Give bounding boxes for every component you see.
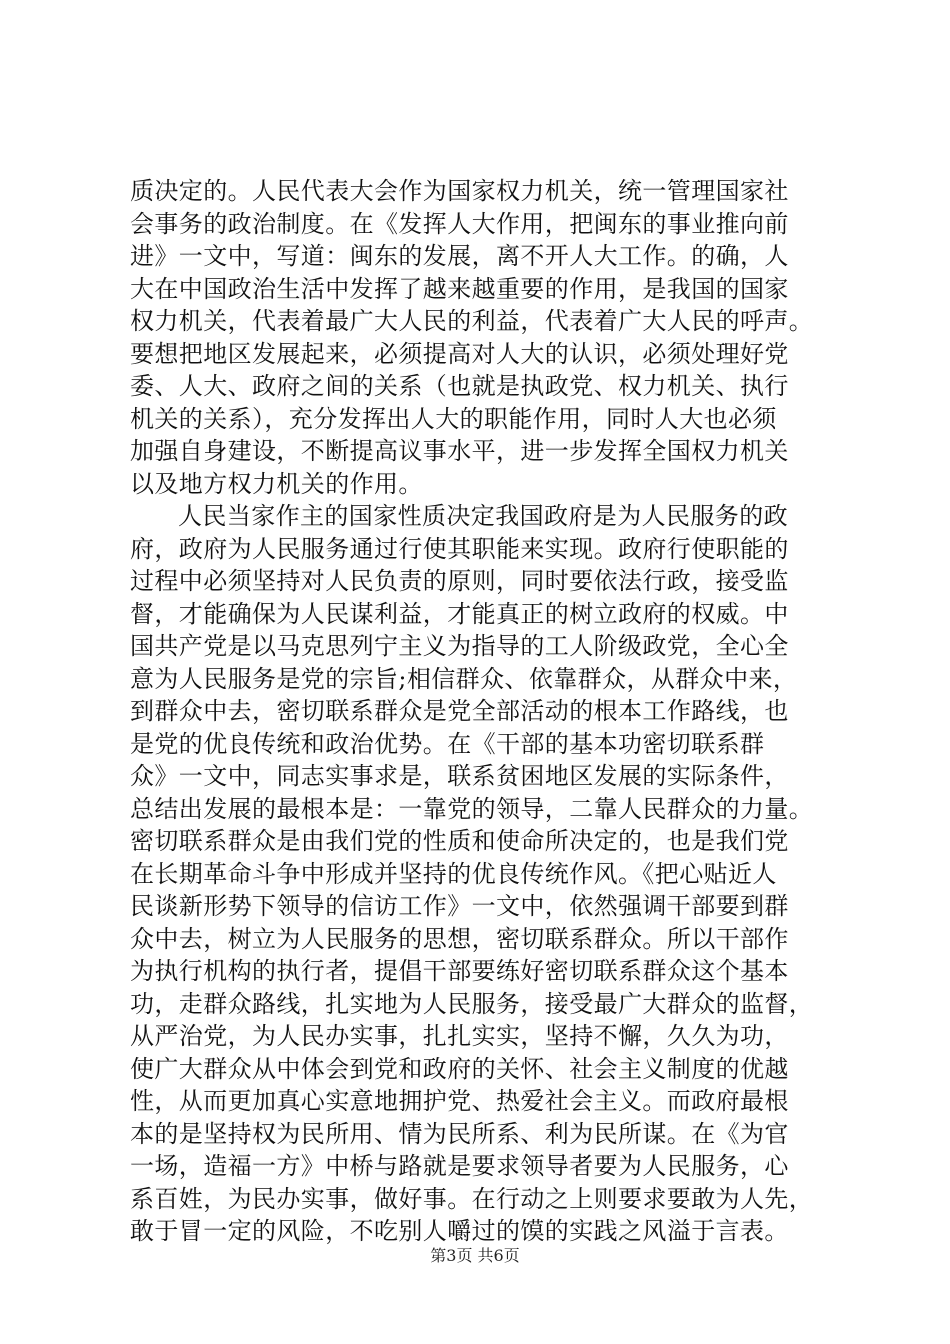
paragraph-line: 一场，造福一方》中桥与路就是要求领导者要为人民服务，心 (130, 1152, 789, 1180)
paragraph-2 (130, 500, 820, 1248)
paragraph-line: 功，走群众路线，扎实地为人民服务，接受最广大群众的监督， (130, 989, 814, 1018)
paragraph-line: 会事务的政治制度。在《发挥人大作用，把闽东的事业推向前 (130, 209, 789, 238)
paragraph-line: 性，从而更加真心实意地拥护党、热爱社会主义。而政府最根 (130, 1087, 789, 1115)
paragraph-line: 本的是坚持权为民所用、情为民所系、利为民所谋。在《为官 (130, 1119, 789, 1148)
paragraph-line: 在长期革命斗争中形成并坚持的优良传统作风。《把心贴近人 (130, 859, 777, 888)
page-number-footer: 第3页 共6页 (430, 1246, 520, 1265)
paragraph-line: 敢于冒一定的风险，不吃别人嚼过的馍的实践之风溢于言表。 (130, 1217, 789, 1245)
paragraph-line: 密切联系群众是由我们党的性质和使命所决定的，也是我们党 (130, 827, 789, 855)
paragraph-line: 意为人民服务是党的宗旨;相信群众、依靠群众，从群众中来， (130, 664, 798, 693)
paragraph-line: 民谈新形势下领导的信访工作》一文中，依然强调干部要到群 (130, 892, 789, 920)
paragraph-line: 使广大群众从中体会到党和政府的关怀、社会主义制度的优越 (130, 1054, 789, 1083)
paragraph-line: 为执行机构的执行者，提倡干部要练好密切联系群众这个基本 (130, 957, 789, 985)
paragraph-line: 是党的优良传统和政治优势。在《干部的基本功密切联系群 (130, 729, 765, 758)
paragraph-line: 过程中必须坚持对人民负责的原则，同时要依法行政，接受监 (130, 567, 789, 595)
paragraph-line: 进》一文中，写道：闽东的发展，离不开人大工作。的确，人 (130, 242, 789, 270)
document-body (130, 175, 820, 1248)
paragraph-line: 府，政府为人民服务通过行使其职能来实现。政府行使职能的 (130, 534, 789, 563)
paragraph-line: 以及地方权力机关的作用。 (130, 469, 423, 498)
paragraph-line: 督，才能确保为人民谋利益，才能真正的树立政府的权威。中 (130, 599, 789, 628)
paragraph-line: 众》一文中，同志实事求是，联系贫困地区发展的实际条件， (130, 762, 789, 790)
paragraph-line: 系百姓，为民办实事，做好事。在行动之上则要求要敢为人先， (130, 1184, 814, 1213)
paragraph-line: 机关的关系），充分发挥出人大的职能作用，同时人大也必须 (130, 404, 777, 433)
paragraph-line: 总结出发展的最根本是：一靠党的领导，二靠人民群众的力量。 (130, 794, 814, 823)
paragraph-line: 众中去，树立为人民服务的思想，密切联系群众。所以干部作 (130, 924, 789, 953)
paragraph-line: 大在中国政治生活中发挥了越来越重要的作用，是我国的国家 (130, 274, 789, 303)
paragraph-line: 人民当家作主的国家性质决定我国政府是为人民服务的政 (178, 502, 788, 530)
paragraph-line: 到群众中去，密切联系群众是党全部活动的根本工作路线，也 (130, 697, 789, 725)
paragraph-line: 要想把地区发展起来，必须提高对人大的认识，必须处理好党 (130, 339, 789, 368)
paragraph-line: 权力机关，代表着最广大人民的利益，代表着广大人民的呼声。 (130, 307, 814, 335)
paragraph-line: 质决定的。人民代表大会作为国家权力机关，统一管理国家社 (130, 177, 789, 205)
paragraph-line: 加强自身建设，不断提高议事水平，进一步发挥全国权力机关 (130, 437, 789, 465)
paragraph-1 (130, 175, 820, 500)
paragraph-line: 从严治党，为人民办实事，扎扎实实，坚持不懈，久久为功， (130, 1022, 789, 1050)
paragraph-line: 委、人大、政府之间的关系（也就是执政党、权力机关、执行 (130, 372, 789, 400)
paragraph-line: 国共产党是以马克思列宁主义为指导的工人阶级政党，全心全 (130, 632, 789, 660)
